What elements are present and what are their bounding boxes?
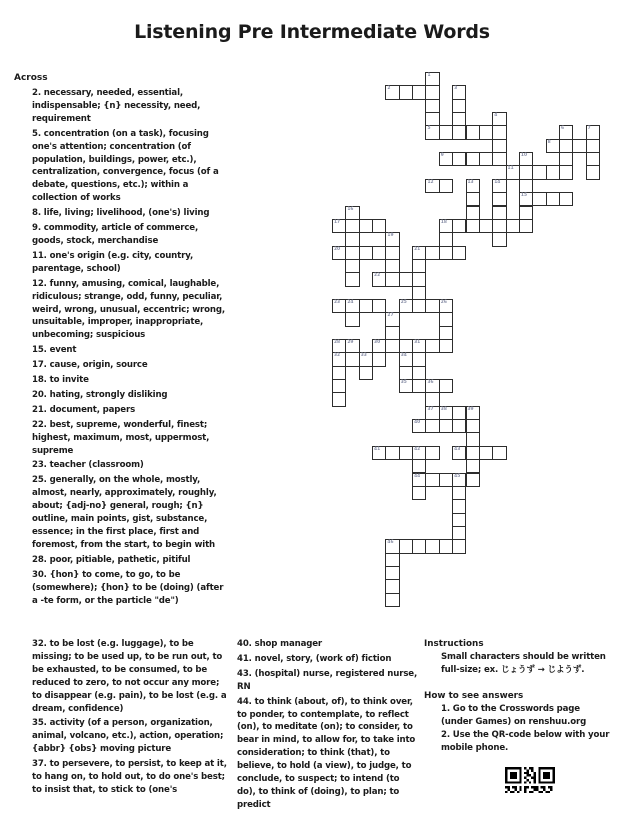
grid-cell[interactable] (466, 152, 480, 166)
page-title: Listening Pre Intermediate Words (134, 21, 490, 43)
cell-number: 44 (414, 473, 421, 479)
grid-cell[interactable] (399, 366, 413, 380)
grid-cell[interactable] (439, 179, 453, 193)
grid-cell[interactable] (345, 246, 359, 260)
grid-cell[interactable] (412, 486, 426, 500)
grid-cell[interactable] (439, 219, 453, 233)
grid-cell[interactable] (586, 139, 600, 153)
grid-cell[interactable] (345, 206, 359, 220)
grid-cell[interactable] (452, 125, 466, 139)
grid-cell[interactable] (479, 125, 493, 139)
grid-cell[interactable] (439, 406, 453, 420)
grid-cell[interactable] (345, 259, 359, 273)
cell-number: 20 (334, 246, 341, 252)
grid-cell[interactable] (452, 499, 466, 513)
grid-cell[interactable] (452, 446, 466, 460)
grid-cell[interactable] (345, 352, 359, 366)
grid-cell[interactable] (385, 579, 399, 593)
grid-cell[interactable] (452, 513, 466, 527)
grid-cell[interactable] (412, 366, 426, 380)
grid-cell[interactable] (452, 486, 466, 500)
grid-cell[interactable] (492, 192, 506, 206)
cell-number: 26 (440, 299, 447, 305)
cell-number: 15 (520, 193, 528, 199)
crossword-clue: 41. novel, story, (work of) fiction (237, 653, 392, 664)
answers-step-2: 2. Use the QR-code below with your mobile phone. (441, 730, 610, 753)
cell-number: 2 (387, 86, 391, 92)
crossword-clue: 32. to be lost (e.g. luggage), to be missing; to be used up, to be run out, to be exhausted, to be consumed, to be reduced to zero, to not occur any more; to disappear (e.g. pain), to be lost (e.g. a dream, confidence) (32, 639, 227, 714)
grid-cell[interactable] (546, 139, 560, 153)
instructions-block (424, 638, 614, 755)
grid-cell[interactable] (559, 139, 573, 153)
grid-cell[interactable] (452, 406, 466, 420)
grid-cell[interactable] (452, 246, 466, 260)
grid-cell[interactable] (439, 379, 453, 393)
cell-number: 22 (374, 273, 381, 279)
grid-cell[interactable] (345, 299, 359, 313)
grid-cell[interactable] (332, 219, 346, 233)
grid-cell[interactable] (345, 272, 359, 286)
cell-number: 45 (454, 473, 461, 479)
crossword-clue: 15. event (32, 345, 77, 356)
bottom-left-clue-list (32, 638, 228, 799)
grid-cell[interactable] (385, 326, 399, 340)
crossword-clue: 17. cause, origin, source (32, 360, 148, 371)
grid-cell[interactable] (372, 352, 386, 366)
grid-cell[interactable] (425, 406, 439, 420)
cell-number: 28 (334, 340, 341, 345)
grid-cell[interactable] (425, 85, 439, 99)
grid-cell[interactable] (532, 165, 546, 179)
grid-cell[interactable] (425, 112, 439, 126)
crossword-clue: 12. funny, amusing, comical, laughable, ridiculous; strange, odd, funny, peculiar, weird, wrong, unusual, eccentric; wrong, unsuitable, improper, inappropriate, unbecoming; suspicious (32, 278, 225, 341)
cell-number: 38 (440, 406, 447, 412)
grid-cell[interactable] (519, 179, 533, 193)
grid-cell[interactable] (559, 192, 573, 206)
cell-number: 6 (560, 126, 564, 132)
grid-cell[interactable] (425, 246, 439, 260)
grid-cell[interactable] (399, 85, 413, 99)
grid-cell[interactable] (385, 246, 399, 260)
grid-cell[interactable] (372, 339, 386, 353)
crossword-clue: 18. to invite (32, 375, 89, 386)
cell-number: 32 (334, 353, 341, 359)
grid-cell[interactable] (452, 99, 466, 113)
grid-cell[interactable] (452, 85, 466, 99)
grid-cell[interactable] (412, 539, 426, 553)
grid-cell[interactable] (345, 232, 359, 246)
grid-cell[interactable] (506, 219, 520, 233)
cell-number: 41 (374, 446, 381, 452)
grid-cell[interactable] (425, 419, 439, 433)
cell-number: 29 (347, 340, 354, 345)
grid-cell[interactable] (572, 139, 586, 153)
grid-cell[interactable] (479, 219, 493, 233)
grid-cell[interactable] (425, 392, 439, 406)
grid-cell[interactable] (399, 446, 413, 460)
grid-cell[interactable] (492, 219, 506, 233)
grid-cell[interactable] (332, 339, 346, 353)
crossword-grid (332, 72, 600, 607)
grid-cell[interactable] (439, 326, 453, 340)
grid-cell[interactable] (492, 112, 506, 126)
grid-cell[interactable] (412, 459, 426, 473)
grid-cell[interactable] (519, 152, 533, 166)
grid-cell[interactable] (345, 312, 359, 326)
crossword-clue: 9. commodity, article of commerce, goods, stock, merchandise (32, 223, 199, 246)
grid-cell[interactable] (372, 246, 386, 260)
grid-cell[interactable] (359, 366, 373, 380)
grid-cell[interactable] (412, 446, 426, 460)
grid-cell[interactable] (439, 339, 453, 353)
grid-cell[interactable] (559, 165, 573, 179)
grid-cell[interactable] (452, 419, 466, 433)
grid-cell[interactable] (506, 165, 520, 179)
grid-cell[interactable] (399, 272, 413, 286)
grid-cell[interactable] (532, 192, 546, 206)
grid-cell[interactable] (385, 85, 399, 99)
grid-cell[interactable] (492, 232, 506, 246)
grid-cell[interactable] (412, 272, 426, 286)
grid-cell[interactable] (332, 299, 346, 313)
grid-cell[interactable] (372, 299, 386, 313)
grid-cell[interactable] (559, 152, 573, 166)
crossword-clue: 21. document, papers (32, 404, 136, 415)
crossword-clue: 35. activity (of a person, organization, animal, volcano, etc.), action, operation; {abbr} {obs} moving picture (32, 718, 224, 755)
grid-cell[interactable] (519, 165, 533, 179)
grid-cell[interactable] (546, 165, 560, 179)
cell-number: 17 (334, 219, 341, 225)
grid-cell[interactable] (412, 299, 426, 313)
cell-number: 35 (400, 380, 407, 386)
across-clue-list (14, 73, 226, 609)
grid-cell[interactable] (412, 339, 426, 353)
crossword-clue: 22. best, supreme, wonderful, finest; highest, maximum, most, uppermost, supreme (32, 419, 210, 456)
grid-cell[interactable] (332, 392, 346, 406)
cell-number: 25 (400, 299, 407, 305)
grid-cell[interactable] (359, 246, 373, 260)
cell-number: 24 (347, 299, 354, 305)
crossword-clue: 37. to persevere, to persist, to keep at it, to hang on, to hold out, to do one's best; to insist that, to stick to (one's (32, 759, 227, 795)
grid-cell[interactable] (385, 312, 399, 326)
grid-cell[interactable] (466, 406, 480, 420)
grid-cell[interactable] (385, 566, 399, 580)
grid-cell[interactable] (492, 125, 506, 139)
grid-cell[interactable] (399, 539, 413, 553)
answers-step-1: 1. Go to the Crosswords page (under Games) on renshuu.org (441, 704, 587, 727)
grid-cell[interactable] (452, 219, 466, 233)
cell-number: 46 (387, 540, 394, 546)
grid-cell[interactable] (466, 446, 480, 460)
grid-cell[interactable] (399, 379, 413, 393)
cell-number: 34 (400, 353, 407, 359)
grid-cell[interactable] (385, 272, 399, 286)
cell-number: 8 (547, 139, 551, 145)
grid-cell[interactable] (425, 99, 439, 113)
cell-number: 7 (587, 126, 591, 132)
cell-number: 21 (414, 246, 421, 252)
grid-cell[interactable] (425, 539, 439, 553)
cell-number: 14 (494, 179, 501, 185)
cell-number: 37 (427, 406, 434, 412)
grid-cell[interactable] (372, 272, 386, 286)
grid-cell[interactable] (425, 339, 439, 353)
grid-cell[interactable] (492, 206, 506, 220)
cell-number: 36 (427, 380, 434, 386)
grid-cell[interactable] (439, 299, 453, 313)
grid-cell[interactable] (425, 473, 439, 487)
grid-cell[interactable] (519, 206, 533, 220)
grid-cell[interactable] (385, 593, 399, 607)
crossword-clue: 23. teacher (classroom) (32, 460, 144, 471)
grid-cell[interactable] (425, 446, 439, 460)
grid-cell[interactable] (466, 459, 480, 473)
grid-cell[interactable] (439, 419, 453, 433)
crossword-clue: 25. generally, on the whole, mostly, almost, nearly, approximately, roughly, about; {adj-no} general, rough; {n} outline, main points, gist, substance, essence; in the first place, first and foremost, from the start, to begin with (32, 475, 217, 550)
grid-cell[interactable] (586, 152, 600, 166)
cell-number: 31 (414, 340, 421, 345)
grid-cell[interactable] (412, 379, 426, 393)
cell-number: 13 (467, 179, 474, 185)
grid-cell[interactable] (479, 446, 493, 460)
cell-number: 27 (387, 313, 394, 319)
grid-cell[interactable] (372, 219, 386, 233)
grid-cell[interactable] (385, 553, 399, 567)
grid-cell[interactable] (332, 246, 346, 260)
grid-cell[interactable] (439, 473, 453, 487)
crossword-clue: 43. (hospital) nurse, registered nurse, RN (237, 668, 418, 692)
across-clues-container (14, 87, 226, 607)
cell-number: 39 (467, 406, 474, 412)
cell-number: 5 (427, 126, 431, 132)
grid-cell[interactable] (359, 299, 373, 313)
grid-cell[interactable] (345, 339, 359, 353)
grid-cell[interactable] (452, 152, 466, 166)
crossword-clue: 20. hating, strongly disliking (32, 389, 168, 400)
grid-cell[interactable] (385, 232, 399, 246)
grid-cell[interactable] (399, 339, 413, 353)
grid-cell[interactable] (466, 192, 480, 206)
cell-number: 3 (454, 86, 458, 92)
cell-number: 4 (494, 113, 498, 119)
grid-cell[interactable] (439, 232, 453, 246)
grid-cell[interactable] (332, 379, 346, 393)
grid-cell[interactable] (385, 339, 399, 353)
grid-cell[interactable] (332, 366, 346, 380)
grid-cell[interactable] (439, 312, 453, 326)
grid-cell[interactable] (492, 179, 506, 193)
grid-cell[interactable] (492, 152, 506, 166)
cell-number: 30 (374, 340, 381, 345)
grid-cell[interactable] (439, 539, 453, 553)
grid-cell[interactable] (466, 125, 480, 139)
how-to-see-answers-header: How to see answers (424, 691, 524, 701)
grid-cell[interactable] (466, 473, 480, 487)
cell-number: 10 (520, 153, 528, 159)
cell-number: 18 (440, 219, 447, 225)
grid-cell[interactable] (546, 192, 560, 206)
crossword-clue: 30. {hon} to come, to go, to be (somewhere); {hon} to be (doing) (after a -te form, or the particle "de") (32, 569, 224, 606)
cell-number: 42 (414, 446, 421, 452)
crossword-clue: 11. one's origin (e.g. city, country, parentage, school) (32, 250, 194, 274)
grid-cell[interactable] (492, 139, 506, 153)
grid-cell[interactable] (586, 125, 600, 139)
grid-cell[interactable] (452, 112, 466, 126)
grid-cell[interactable] (559, 125, 573, 139)
grid-cell[interactable] (412, 352, 426, 366)
cell-number: 33 (360, 353, 367, 359)
cell-number: 43 (454, 446, 461, 452)
crossword-clue: 5. concentration (on a task), focusing one's attention; concentration (of population, buildings, power, etc.), centralization, convergence, focus (of a debate, questions, etc.); within a collection of works (32, 128, 219, 204)
grid-cell[interactable] (425, 179, 439, 193)
grid-cell[interactable] (425, 125, 439, 139)
grid-cell[interactable] (412, 246, 426, 260)
grid-cell[interactable] (519, 219, 533, 233)
grid-cell[interactable] (359, 352, 373, 366)
crossword-clue: 2. necessary, needed, essential, indispensable; {n} necessity, need, requirement (32, 88, 201, 124)
instructions-body: Small characters should be written full-size; ex. じょうず → じようず. (441, 652, 606, 675)
grid-cell[interactable] (452, 526, 466, 540)
grid-cell[interactable] (452, 473, 466, 487)
grid-cell[interactable] (412, 473, 426, 487)
instructions-header: Instructions (424, 639, 484, 649)
grid-cell[interactable] (425, 299, 439, 313)
cell-number: 1 (427, 73, 431, 78)
across-header: Across (14, 73, 48, 83)
qr-code (505, 767, 555, 821)
grid-cell[interactable] (479, 152, 493, 166)
cell-number: 16 (347, 206, 354, 212)
grid-cell[interactable] (439, 152, 453, 166)
grid-cell[interactable] (399, 299, 413, 313)
grid-cell[interactable] (439, 125, 453, 139)
cell-number: 23 (334, 299, 341, 305)
cell-number: 11 (507, 166, 514, 172)
grid-cell[interactable] (412, 259, 426, 273)
grid-cell[interactable] (586, 165, 600, 179)
crossword-clue: 40. shop manager (237, 639, 322, 649)
grid-cell[interactable] (439, 246, 453, 260)
cell-number: 40 (414, 420, 421, 426)
grid-cell[interactable] (519, 192, 533, 206)
grid-cell[interactable] (385, 539, 399, 553)
cell-number: 19 (387, 233, 394, 239)
grid-cell[interactable] (385, 446, 399, 460)
bottom-middle-clue-list (237, 638, 419, 814)
grid-cell[interactable] (399, 352, 413, 366)
crossword-clue: 28. poor, pitiable, pathetic, pitiful (32, 554, 191, 565)
grid-cell[interactable] (466, 419, 480, 433)
grid-cell[interactable] (492, 446, 506, 460)
grid-cell[interactable] (425, 379, 439, 393)
crossword-clue: 44. to think (about, of), to think over, to ponder, to contemplate, to reflect (on), to meditate (on); to consider, to bear in mind, to allow for, to take into consideration; to think (that), to believe, to hold (a view), to judge, to conclude, to suspect; to intend (to do), to think of (doing), to plan; to predict (237, 696, 416, 810)
grid-cell[interactable] (425, 72, 439, 86)
grid-cell[interactable] (359, 219, 373, 233)
grid-cell[interactable] (412, 286, 426, 300)
grid-cell[interactable] (466, 179, 480, 193)
grid-cell[interactable] (345, 219, 359, 233)
grid-cell[interactable] (412, 419, 426, 433)
grid-cell[interactable] (372, 446, 386, 460)
grid-cell[interactable] (412, 85, 426, 99)
grid-cell[interactable] (466, 206, 480, 220)
grid-cell[interactable] (452, 539, 466, 553)
grid-cell[interactable] (466, 219, 480, 233)
cell-number: 12 (427, 179, 434, 185)
grid-cell[interactable] (466, 432, 480, 446)
grid-cell[interactable] (332, 352, 346, 366)
crossword-clue: 8. life, living; livelihood, (one's) living (32, 208, 210, 219)
grid-cell[interactable] (385, 259, 399, 273)
cell-number: 9 (440, 153, 444, 159)
